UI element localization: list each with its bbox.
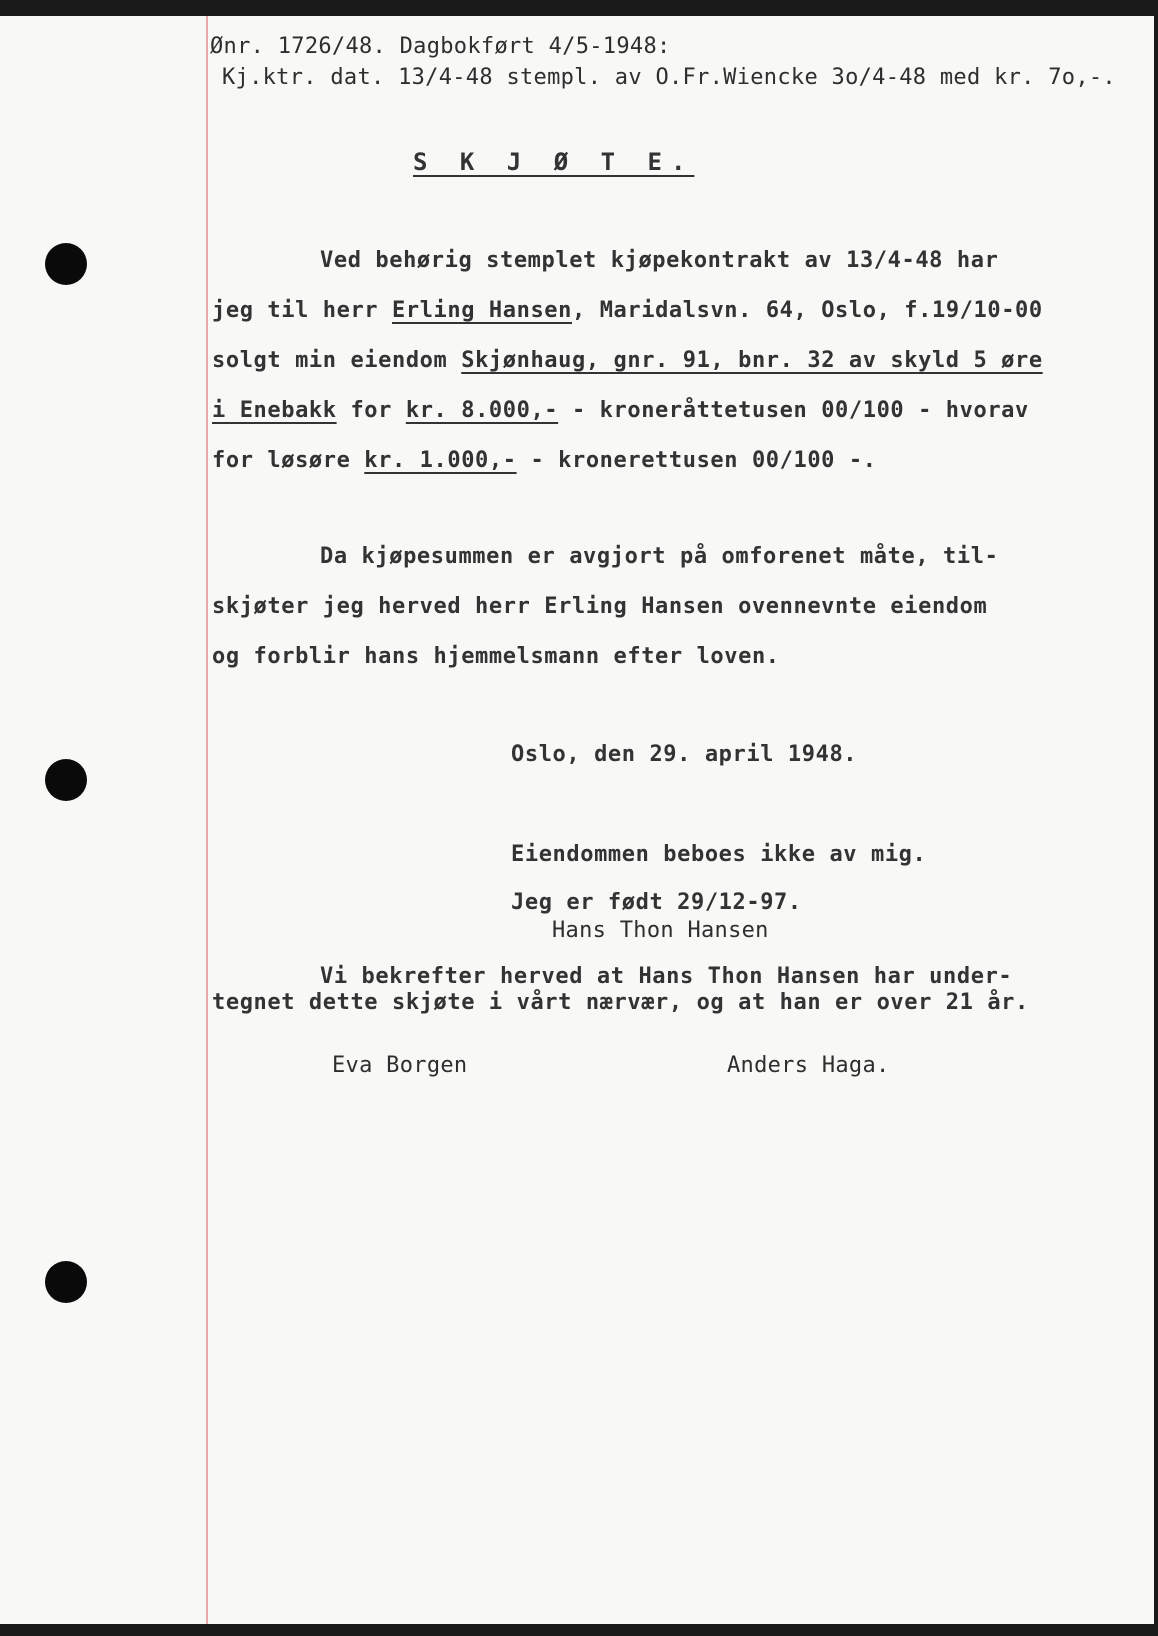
punch-hole	[45, 243, 87, 285]
residence-note: Eiendommen beboes ikke av mig.	[511, 842, 927, 867]
document-page	[0, 16, 1154, 1624]
seller-signature: Hans Thon Hansen	[552, 918, 769, 943]
paragraph-line: solgt min eiendom Skjønhaug, gnr. 91, bnr. 32 av skyld 5 øre	[212, 348, 1043, 373]
paragraph-line: Ved behørig stemplet kjøpekontrakt av 13/4-48 har	[320, 248, 999, 273]
property-location: i Enebakk	[212, 398, 337, 423]
registration-line: Ønr. 1726/48. Dagbokført 4/5-1948:	[210, 34, 671, 59]
paragraph-line: Da kjøpesummen er avgjort på omforenet måte, til-	[320, 544, 999, 569]
witness-signature: Eva Borgen	[332, 1053, 468, 1078]
margin-rule	[206, 16, 208, 1624]
paragraph-line: skjøter jeg herved herr Erling Hansen ovennevnte eiendom	[212, 594, 988, 619]
witness-signature: Anders Haga.	[727, 1053, 890, 1078]
birth-note: Jeg er født 29/12-97.	[511, 890, 802, 915]
paragraph-line: i Enebakk for kr. 8.000,- - kroneråttetusen 00/100 - hvorav	[212, 398, 1029, 423]
paragraph-line: for løsøre kr. 1.000,- - kronerettusen 00/100 -.	[212, 448, 877, 473]
property-description: Skjønhaug, gnr. 91, bnr. 32 av skyld 5 øre	[461, 348, 1043, 373]
punch-hole	[45, 1261, 87, 1303]
witness-statement-line: tegnet dette skjøte i vårt nærvær, og at han er over 21 år.	[212, 990, 1029, 1015]
punch-hole	[45, 759, 87, 801]
movables-price: kr. 1.000,-	[364, 448, 517, 473]
buyer-name: Erling Hansen	[392, 298, 572, 323]
witness-statement-line: Vi bekrefter herved at Hans Thon Hansen har under-	[320, 964, 1013, 989]
paragraph-line: jeg til herr Erling Hansen, Maridalsvn. 64, Oslo, f.19/10-00	[212, 298, 1043, 323]
place-date: Oslo, den 29. april 1948.	[511, 742, 858, 767]
paragraph-line: og forblir hans hjemmelsmann efter loven.	[212, 644, 780, 669]
document-title: S K J Ø T E.	[413, 148, 695, 176]
purchase-price: kr. 8.000,-	[405, 398, 559, 423]
contract-reference-line: Kj.ktr. dat. 13/4-48 stempl. av O.Fr.Wiencke 3o/4-48 med kr. 7o,-.	[222, 65, 1116, 90]
